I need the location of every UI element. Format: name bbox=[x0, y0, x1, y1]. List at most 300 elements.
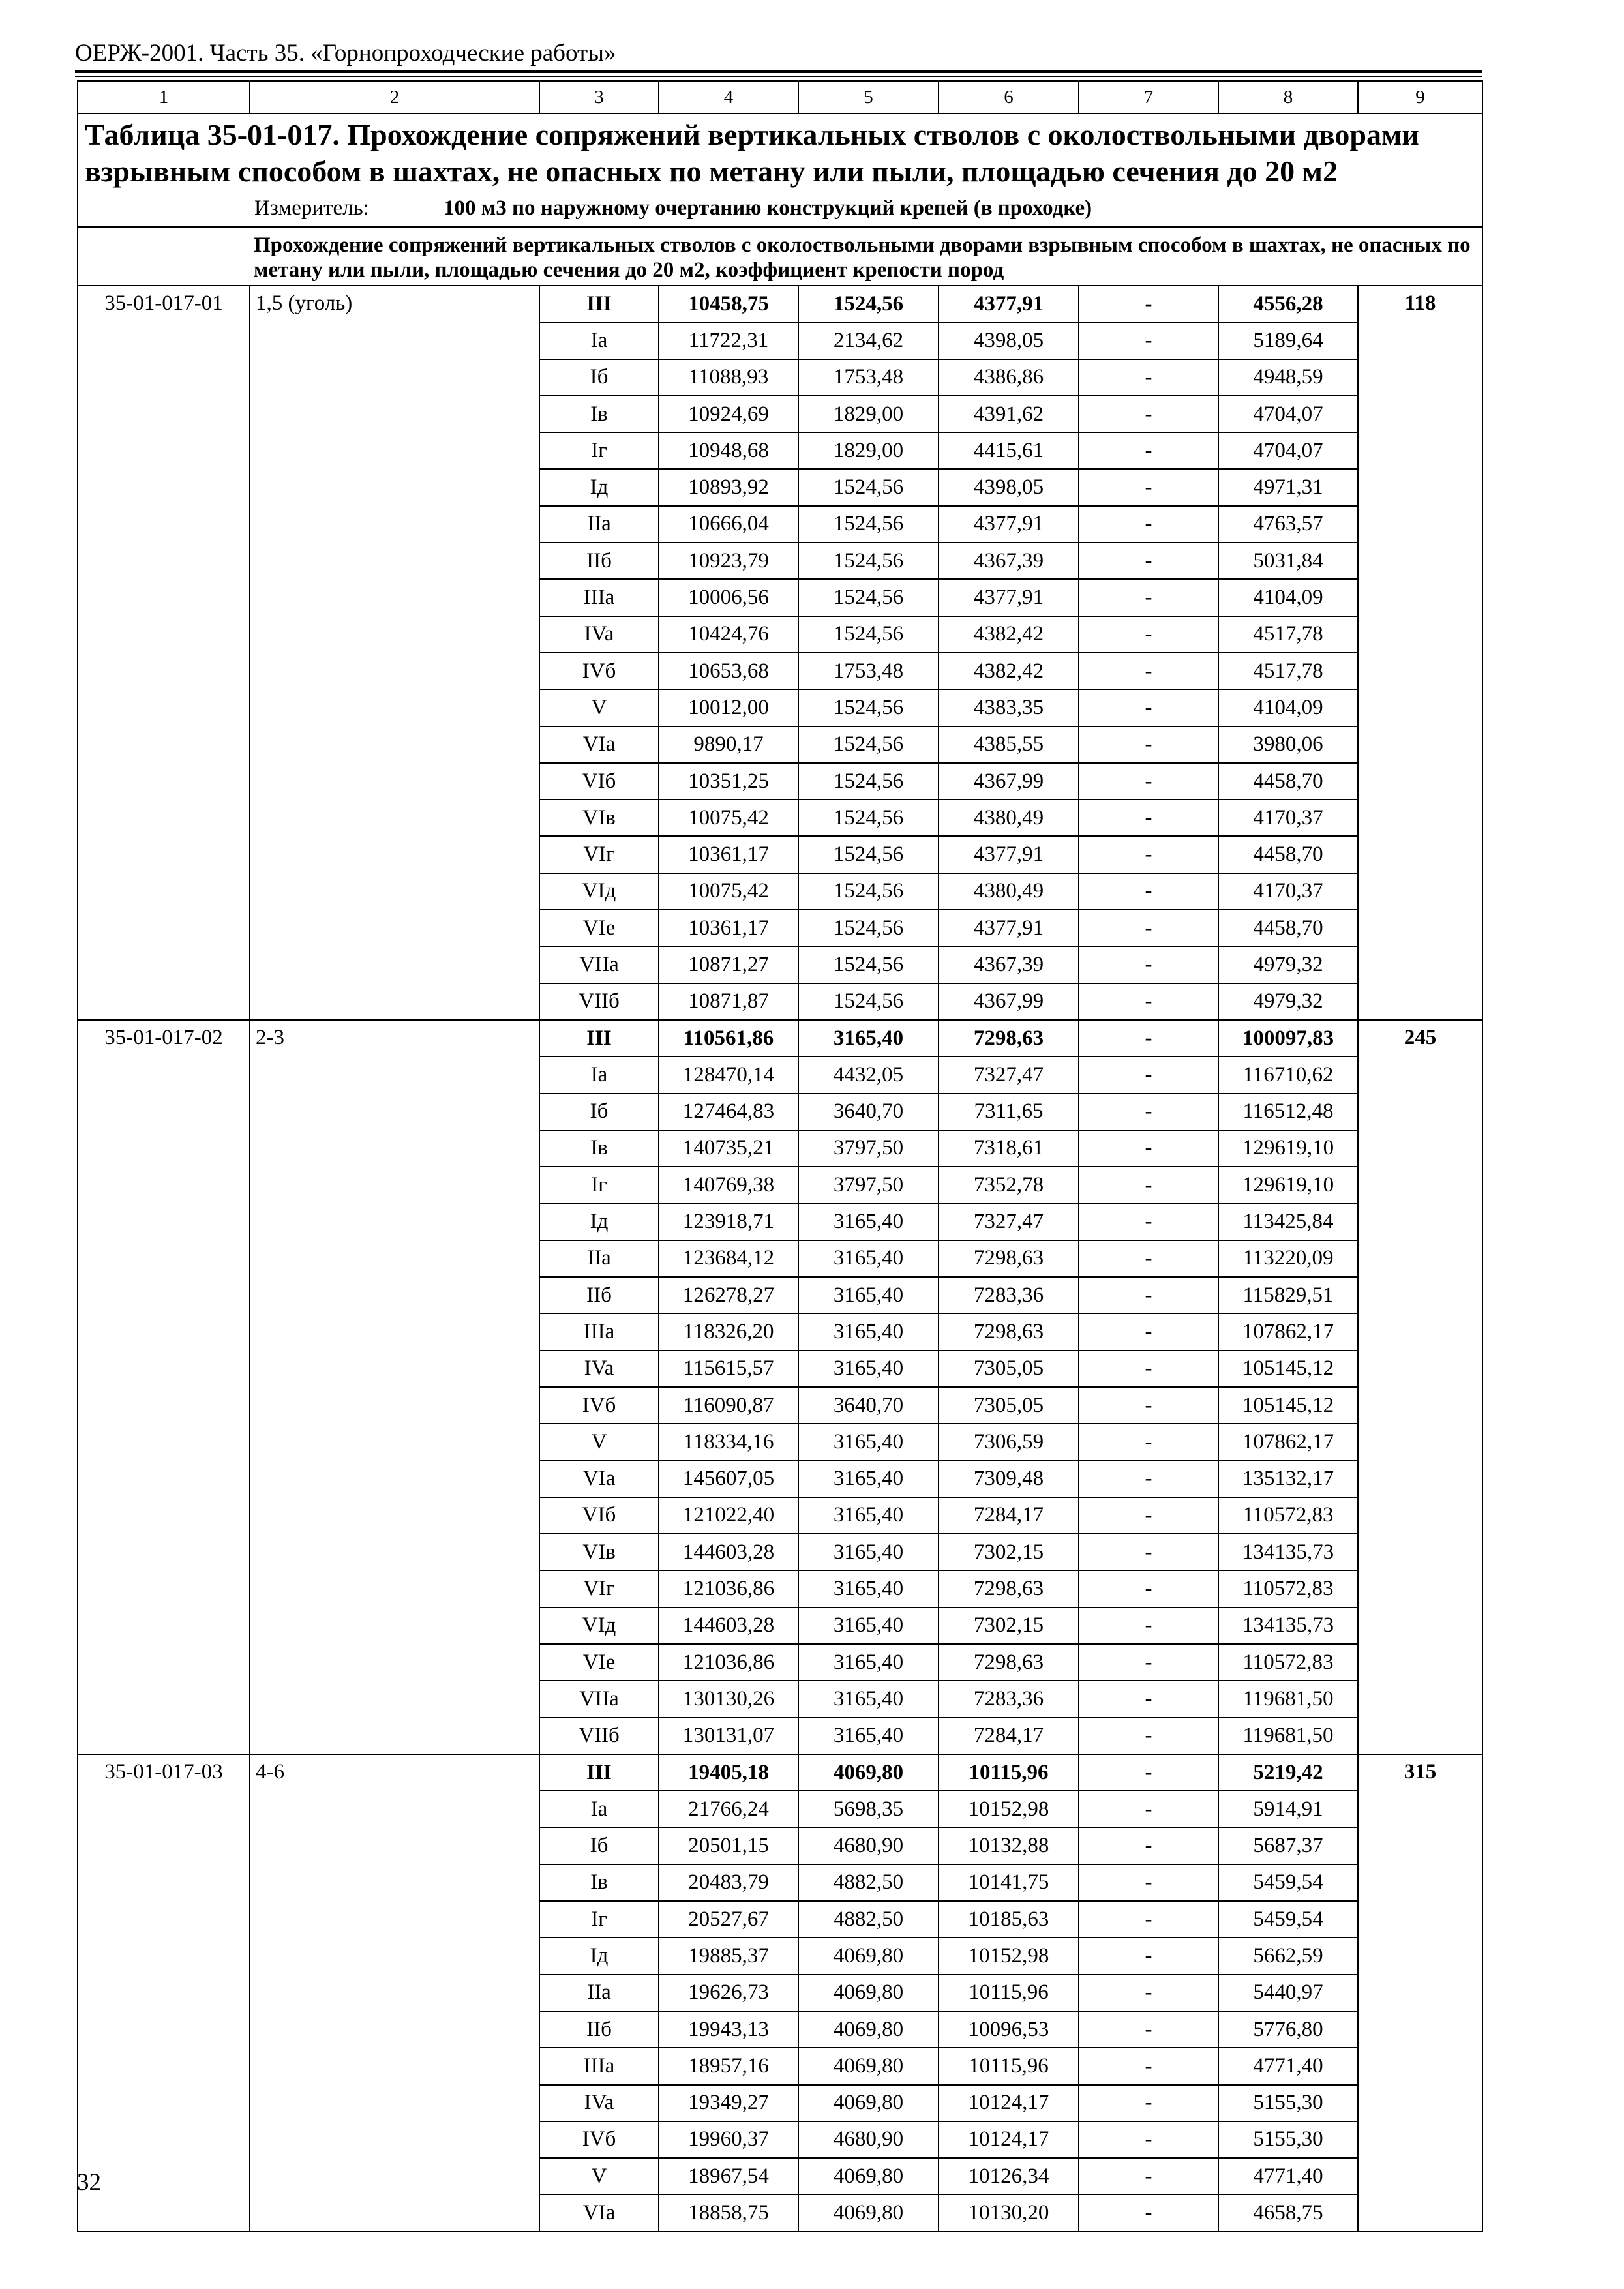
machinery: 7305,05 bbox=[939, 1351, 1079, 1387]
wage: 1524,56 bbox=[798, 689, 939, 726]
total-cost: 10361,17 bbox=[659, 910, 798, 946]
materials: 4104,09 bbox=[1218, 689, 1358, 726]
operators-wage: - bbox=[1079, 1827, 1218, 1864]
materials: 115829,51 bbox=[1218, 1277, 1358, 1313]
operators-wage: - bbox=[1079, 2085, 1218, 2121]
operators-wage: - bbox=[1079, 1313, 1218, 1350]
materials: 4771,40 bbox=[1218, 2048, 1358, 2084]
operators-wage: - bbox=[1079, 432, 1218, 469]
total-cost: 18858,75 bbox=[659, 2194, 798, 2231]
materials: 4948,59 bbox=[1218, 359, 1358, 396]
total-cost: 10871,87 bbox=[659, 983, 798, 1020]
column-number: 7 bbox=[1079, 81, 1218, 113]
wage: 1524,56 bbox=[798, 983, 939, 1020]
total-cost: 110561,86 bbox=[659, 1020, 798, 1056]
total-cost: 10006,56 bbox=[659, 579, 798, 616]
wage: 3165,40 bbox=[798, 1644, 939, 1681]
table-body bbox=[78, 81, 1482, 2232]
wage: 4069,80 bbox=[798, 2158, 939, 2194]
machinery: 7327,47 bbox=[939, 1203, 1079, 1240]
machinery: 4398,05 bbox=[939, 469, 1079, 505]
operators-wage: - bbox=[1079, 1020, 1218, 1056]
wage: 3165,40 bbox=[798, 1681, 939, 1717]
category: Iг bbox=[539, 432, 659, 469]
wage: 5698,35 bbox=[798, 1791, 939, 1827]
operators-wage: - bbox=[1079, 1203, 1218, 1240]
rates-table bbox=[77, 80, 1483, 2232]
machinery: 10115,96 bbox=[939, 2048, 1079, 2084]
category: V bbox=[539, 2158, 659, 2194]
total-cost: 19943,13 bbox=[659, 2011, 798, 2048]
materials: 5914,91 bbox=[1218, 1791, 1358, 1827]
category: Ia bbox=[539, 1056, 659, 1093]
wage: 2134,62 bbox=[798, 322, 939, 359]
machinery: 10152,98 bbox=[939, 1937, 1079, 1974]
category: IIб bbox=[539, 2011, 659, 2048]
meter-row bbox=[78, 190, 1482, 227]
column-number: 8 bbox=[1218, 81, 1358, 113]
total-cost: 21766,24 bbox=[659, 1791, 798, 1827]
column-number: 4 bbox=[659, 81, 798, 113]
materials: 105145,12 bbox=[1218, 1387, 1358, 1424]
machinery: 4377,91 bbox=[939, 579, 1079, 616]
machinery: 10141,75 bbox=[939, 1864, 1079, 1901]
wage: 1524,56 bbox=[798, 873, 939, 910]
wage: 3165,40 bbox=[798, 1313, 939, 1350]
wage: 1829,00 bbox=[798, 396, 939, 432]
wage: 3165,40 bbox=[798, 1351, 939, 1387]
total-cost: 10893,92 bbox=[659, 469, 798, 505]
total-cost: 19349,27 bbox=[659, 2085, 798, 2121]
category: IIIa bbox=[539, 1313, 659, 1350]
operators-wage: - bbox=[1079, 616, 1218, 653]
total-cost: 121036,86 bbox=[659, 1570, 798, 1607]
materials: 119681,50 bbox=[1218, 1718, 1358, 1754]
materials: 5687,37 bbox=[1218, 1827, 1358, 1864]
materials: 5189,64 bbox=[1218, 322, 1358, 359]
wage: 1524,56 bbox=[798, 910, 939, 946]
operators-wage: - bbox=[1079, 1937, 1218, 1974]
operators-wage: - bbox=[1079, 910, 1218, 946]
machinery: 4377,91 bbox=[939, 506, 1079, 543]
wage: 4680,90 bbox=[798, 1827, 939, 1864]
total-cost: 116090,87 bbox=[659, 1387, 798, 1424]
operators-wage: - bbox=[1079, 579, 1218, 616]
category: V bbox=[539, 1424, 659, 1460]
category: IVб bbox=[539, 2121, 659, 2158]
total-cost: 145607,05 bbox=[659, 1461, 798, 1497]
wage: 1753,48 bbox=[798, 653, 939, 689]
subsection-title: Прохождение сопряжений вертикальных стволов с околоствольными дворами взрывным способом в шахтах, не опасных по метану или пыли, площадью сечения до 20 м2, коэффициент крепости пород bbox=[250, 227, 1482, 286]
machinery: 4380,49 bbox=[939, 873, 1079, 910]
category: IIб bbox=[539, 1277, 659, 1313]
total-cost: 10075,42 bbox=[659, 873, 798, 910]
wage: 1524,56 bbox=[798, 946, 939, 983]
materials: 100097,83 bbox=[1218, 1020, 1358, 1056]
materials: 4517,78 bbox=[1218, 616, 1358, 653]
machinery: 7318,61 bbox=[939, 1130, 1079, 1167]
wage: 3165,40 bbox=[798, 1608, 939, 1644]
wage: 3165,40 bbox=[798, 1718, 939, 1754]
subsection-row bbox=[78, 227, 1482, 286]
total-cost: 123684,12 bbox=[659, 1240, 798, 1277]
operators-wage: - bbox=[1079, 1351, 1218, 1387]
machinery: 7283,36 bbox=[939, 1681, 1079, 1717]
operators-wage: - bbox=[1079, 1497, 1218, 1534]
operators-wage: - bbox=[1079, 1534, 1218, 1570]
category: VIe bbox=[539, 1644, 659, 1681]
category: IVa bbox=[539, 2085, 659, 2121]
machinery: 4386,86 bbox=[939, 359, 1079, 396]
wage: 1524,56 bbox=[798, 543, 939, 579]
total-cost: 118334,16 bbox=[659, 1424, 798, 1460]
total-cost: 19626,73 bbox=[659, 1975, 798, 2011]
total-cost: 9890,17 bbox=[659, 726, 798, 763]
condition: 1,5 (уголь) bbox=[250, 286, 539, 1020]
materials: 5219,42 bbox=[1218, 1754, 1358, 1791]
machinery: 4415,61 bbox=[939, 432, 1079, 469]
machinery: 7298,63 bbox=[939, 1240, 1079, 1277]
machinery: 10096,53 bbox=[939, 2011, 1079, 2048]
wage: 4069,80 bbox=[798, 1937, 939, 1974]
operators-wage: - bbox=[1079, 1681, 1218, 1717]
total-cost: 20527,67 bbox=[659, 1901, 798, 1937]
total-cost: 10012,00 bbox=[659, 689, 798, 726]
materials: 4556,28 bbox=[1218, 286, 1358, 322]
category: Iд bbox=[539, 1937, 659, 1974]
machinery: 4367,39 bbox=[939, 946, 1079, 983]
category: VIв bbox=[539, 1534, 659, 1570]
total-cost: 144603,28 bbox=[659, 1608, 798, 1644]
wage: 4069,80 bbox=[798, 1975, 939, 2011]
condition: 2-3 bbox=[250, 1020, 539, 1754]
machinery: 4380,49 bbox=[939, 800, 1079, 836]
total-cost: 18957,16 bbox=[659, 2048, 798, 2084]
labor: 245 bbox=[1358, 1020, 1482, 1754]
category: III bbox=[539, 1020, 659, 1056]
category: VIa bbox=[539, 726, 659, 763]
wage: 4069,80 bbox=[798, 2048, 939, 2084]
operators-wage: - bbox=[1079, 1754, 1218, 1791]
materials: 4170,37 bbox=[1218, 873, 1358, 910]
category: Iб bbox=[539, 1094, 659, 1130]
category: IVб bbox=[539, 653, 659, 689]
wage: 3165,40 bbox=[798, 1277, 939, 1313]
machinery: 10126,34 bbox=[939, 2158, 1079, 2194]
total-cost: 10666,04 bbox=[659, 506, 798, 543]
wage: 1524,56 bbox=[798, 726, 939, 763]
materials: 4170,37 bbox=[1218, 800, 1358, 836]
machinery: 4367,99 bbox=[939, 983, 1079, 1020]
operators-wage: - bbox=[1079, 2011, 1218, 2048]
materials: 5031,84 bbox=[1218, 543, 1358, 579]
operators-wage: - bbox=[1079, 322, 1218, 359]
wage: 4432,05 bbox=[798, 1056, 939, 1093]
machinery: 7284,17 bbox=[939, 1497, 1079, 1534]
materials: 105145,12 bbox=[1218, 1351, 1358, 1387]
machinery: 10152,98 bbox=[939, 1791, 1079, 1827]
materials: 110572,83 bbox=[1218, 1497, 1358, 1534]
operators-wage: - bbox=[1079, 1056, 1218, 1093]
wage: 1524,56 bbox=[798, 579, 939, 616]
page-header: ОЕРЖ-2001. Часть 35. «Горнопроходческие работы» bbox=[75, 40, 616, 67]
materials: 4771,40 bbox=[1218, 2158, 1358, 2194]
item-code: 35-01-017-03 bbox=[78, 1754, 250, 2232]
operators-wage: - bbox=[1079, 506, 1218, 543]
meter-label: Измеритель: bbox=[254, 196, 369, 220]
wage: 3165,40 bbox=[798, 1570, 939, 1607]
category: VIIa bbox=[539, 946, 659, 983]
total-cost: 10351,25 bbox=[659, 763, 798, 800]
operators-wage: - bbox=[1079, 2121, 1218, 2158]
operators-wage: - bbox=[1079, 1094, 1218, 1130]
operators-wage: - bbox=[1079, 1424, 1218, 1460]
total-cost: 121022,40 bbox=[659, 1497, 798, 1534]
wage: 1753,48 bbox=[798, 359, 939, 396]
operators-wage: - bbox=[1079, 1901, 1218, 1937]
operators-wage: - bbox=[1079, 2048, 1218, 2084]
machinery: 4377,91 bbox=[939, 836, 1079, 873]
category: Iб bbox=[539, 359, 659, 396]
category: Iв bbox=[539, 396, 659, 432]
table-row bbox=[78, 1754, 1482, 1791]
machinery: 7298,63 bbox=[939, 1644, 1079, 1681]
materials: 119681,50 bbox=[1218, 1681, 1358, 1717]
wage: 4069,80 bbox=[798, 2011, 939, 2048]
total-cost: 118326,20 bbox=[659, 1313, 798, 1350]
operators-wage: - bbox=[1079, 396, 1218, 432]
wage: 3640,70 bbox=[798, 1387, 939, 1424]
machinery: 10130,20 bbox=[939, 2194, 1079, 2231]
operators-wage: - bbox=[1079, 1608, 1218, 1644]
category: VIб bbox=[539, 1497, 659, 1534]
wage: 3797,50 bbox=[798, 1167, 939, 1203]
materials: 4704,07 bbox=[1218, 396, 1358, 432]
materials: 5662,59 bbox=[1218, 1937, 1358, 1974]
total-cost: 140769,38 bbox=[659, 1167, 798, 1203]
category: VIб bbox=[539, 763, 659, 800]
total-cost: 18967,54 bbox=[659, 2158, 798, 2194]
operators-wage: - bbox=[1079, 800, 1218, 836]
category: IIб bbox=[539, 543, 659, 579]
materials: 4458,70 bbox=[1218, 836, 1358, 873]
operators-wage: - bbox=[1079, 726, 1218, 763]
wage: 3165,40 bbox=[798, 1424, 939, 1460]
operators-wage: - bbox=[1079, 836, 1218, 873]
total-cost: 10458,75 bbox=[659, 286, 798, 322]
category: IIa bbox=[539, 1975, 659, 2011]
materials: 129619,10 bbox=[1218, 1167, 1358, 1203]
column-number: 3 bbox=[539, 81, 659, 113]
wage: 4882,50 bbox=[798, 1864, 939, 1901]
wage: 4882,50 bbox=[798, 1901, 939, 1937]
machinery: 10124,17 bbox=[939, 2121, 1079, 2158]
category: Iв bbox=[539, 1864, 659, 1901]
materials: 4704,07 bbox=[1218, 432, 1358, 469]
operators-wage: - bbox=[1079, 1718, 1218, 1754]
total-cost: 144603,28 bbox=[659, 1534, 798, 1570]
header-rule bbox=[75, 70, 1482, 73]
total-cost: 19405,18 bbox=[659, 1754, 798, 1791]
machinery: 10124,17 bbox=[939, 2085, 1079, 2121]
total-cost: 10361,17 bbox=[659, 836, 798, 873]
operators-wage: - bbox=[1079, 469, 1218, 505]
total-cost: 130131,07 bbox=[659, 1718, 798, 1754]
machinery: 4377,91 bbox=[939, 286, 1079, 322]
total-cost: 10424,76 bbox=[659, 616, 798, 653]
category: VIг bbox=[539, 1570, 659, 1607]
materials: 4979,32 bbox=[1218, 946, 1358, 983]
materials: 113220,09 bbox=[1218, 1240, 1358, 1277]
materials: 4658,75 bbox=[1218, 2194, 1358, 2231]
machinery: 7311,65 bbox=[939, 1094, 1079, 1130]
total-cost: 10871,27 bbox=[659, 946, 798, 983]
machinery: 10115,96 bbox=[939, 1754, 1079, 1791]
category: VIд bbox=[539, 1608, 659, 1644]
category: VIг bbox=[539, 836, 659, 873]
wage: 4069,80 bbox=[798, 2194, 939, 2231]
materials: 3980,06 bbox=[1218, 726, 1358, 763]
category: Iд bbox=[539, 1203, 659, 1240]
wage: 3640,70 bbox=[798, 1094, 939, 1130]
materials: 113425,84 bbox=[1218, 1203, 1358, 1240]
materials: 5440,97 bbox=[1218, 1975, 1358, 2011]
wage: 1524,56 bbox=[798, 286, 939, 322]
wage: 1524,56 bbox=[798, 800, 939, 836]
operators-wage: - bbox=[1079, 1240, 1218, 1277]
materials: 107862,17 bbox=[1218, 1313, 1358, 1350]
total-cost: 140735,21 bbox=[659, 1130, 798, 1167]
machinery: 4391,62 bbox=[939, 396, 1079, 432]
total-cost: 121036,86 bbox=[659, 1644, 798, 1681]
total-cost: 127464,83 bbox=[659, 1094, 798, 1130]
blank-cell bbox=[78, 227, 250, 286]
operators-wage: - bbox=[1079, 1461, 1218, 1497]
category: VIв bbox=[539, 800, 659, 836]
machinery: 10132,88 bbox=[939, 1827, 1079, 1864]
wage: 3165,40 bbox=[798, 1497, 939, 1534]
operators-wage: - bbox=[1079, 359, 1218, 396]
materials: 116512,48 bbox=[1218, 1094, 1358, 1130]
total-cost: 19885,37 bbox=[659, 1937, 798, 1974]
total-cost: 115615,57 bbox=[659, 1351, 798, 1387]
wage: 1524,56 bbox=[798, 763, 939, 800]
total-cost: 19960,37 bbox=[659, 2121, 798, 2158]
materials: 110572,83 bbox=[1218, 1570, 1358, 1607]
table-row bbox=[78, 1020, 1482, 1056]
category: VIIa bbox=[539, 1681, 659, 1717]
total-cost: 10923,79 bbox=[659, 543, 798, 579]
condition: 4-6 bbox=[250, 1754, 539, 2232]
item-code: 35-01-017-01 bbox=[78, 286, 250, 1020]
operators-wage: - bbox=[1079, 1167, 1218, 1203]
machinery: 7327,47 bbox=[939, 1056, 1079, 1093]
operators-wage: - bbox=[1079, 2194, 1218, 2231]
machinery: 7298,63 bbox=[939, 1020, 1079, 1056]
materials: 116710,62 bbox=[1218, 1056, 1358, 1093]
meter-cell bbox=[78, 190, 1482, 227]
category: Ia bbox=[539, 1791, 659, 1827]
materials: 5155,30 bbox=[1218, 2085, 1358, 2121]
wage: 3165,40 bbox=[798, 1534, 939, 1570]
operators-wage: - bbox=[1079, 1130, 1218, 1167]
total-cost: 10924,69 bbox=[659, 396, 798, 432]
category: V bbox=[539, 689, 659, 726]
operators-wage: - bbox=[1079, 1975, 1218, 2011]
column-number-row bbox=[78, 81, 1482, 113]
total-cost: 128470,14 bbox=[659, 1056, 798, 1093]
machinery: 7302,15 bbox=[939, 1608, 1079, 1644]
operators-wage: - bbox=[1079, 1387, 1218, 1424]
column-number: 2 bbox=[250, 81, 539, 113]
machinery: 7302,15 bbox=[939, 1534, 1079, 1570]
wage: 3165,40 bbox=[798, 1020, 939, 1056]
category: IIa bbox=[539, 506, 659, 543]
column-number: 5 bbox=[798, 81, 939, 113]
operators-wage: - bbox=[1079, 2158, 1218, 2194]
category: Iд bbox=[539, 469, 659, 505]
category: VIa bbox=[539, 2194, 659, 2231]
category: Iг bbox=[539, 1167, 659, 1203]
wage: 3797,50 bbox=[798, 1130, 939, 1167]
machinery: 4382,42 bbox=[939, 653, 1079, 689]
operators-wage: - bbox=[1079, 286, 1218, 322]
materials: 107862,17 bbox=[1218, 1424, 1358, 1460]
category: VIд bbox=[539, 873, 659, 910]
total-cost: 20501,15 bbox=[659, 1827, 798, 1864]
machinery: 4383,35 bbox=[939, 689, 1079, 726]
column-number: 1 bbox=[78, 81, 250, 113]
machinery: 10185,63 bbox=[939, 1901, 1079, 1937]
category: IIIa bbox=[539, 579, 659, 616]
operators-wage: - bbox=[1079, 763, 1218, 800]
machinery: 4385,55 bbox=[939, 726, 1079, 763]
wage: 1524,56 bbox=[798, 506, 939, 543]
materials: 4517,78 bbox=[1218, 653, 1358, 689]
category: VIe bbox=[539, 910, 659, 946]
total-cost: 123918,71 bbox=[659, 1203, 798, 1240]
category: Iв bbox=[539, 1130, 659, 1167]
wage: 4069,80 bbox=[798, 2085, 939, 2121]
item-code: 35-01-017-02 bbox=[78, 1020, 250, 1754]
materials: 4979,32 bbox=[1218, 983, 1358, 1020]
category: Ia bbox=[539, 322, 659, 359]
operators-wage: - bbox=[1079, 946, 1218, 983]
total-cost: 126278,27 bbox=[659, 1277, 798, 1313]
operators-wage: - bbox=[1079, 543, 1218, 579]
category: IVa bbox=[539, 1351, 659, 1387]
wage: 3165,40 bbox=[798, 1203, 939, 1240]
meter-value: 100 м3 по наружному очертанию конструкций крепей (в проходке) bbox=[444, 196, 1092, 220]
machinery: 10115,96 bbox=[939, 1975, 1079, 2011]
wage: 1829,00 bbox=[798, 432, 939, 469]
wage: 3165,40 bbox=[798, 1461, 939, 1497]
materials: 134135,73 bbox=[1218, 1534, 1358, 1570]
title-row bbox=[78, 113, 1482, 190]
labor: 315 bbox=[1358, 1754, 1482, 2232]
wage: 1524,56 bbox=[798, 616, 939, 653]
operators-wage: - bbox=[1079, 653, 1218, 689]
machinery: 7352,78 bbox=[939, 1167, 1079, 1203]
total-cost: 11722,31 bbox=[659, 322, 798, 359]
machinery: 4398,05 bbox=[939, 322, 1079, 359]
materials: 4763,57 bbox=[1218, 506, 1358, 543]
machinery: 4367,99 bbox=[939, 763, 1079, 800]
wage: 1524,56 bbox=[798, 836, 939, 873]
operators-wage: - bbox=[1079, 1791, 1218, 1827]
machinery: 7306,59 bbox=[939, 1424, 1079, 1460]
materials: 5459,54 bbox=[1218, 1901, 1358, 1937]
